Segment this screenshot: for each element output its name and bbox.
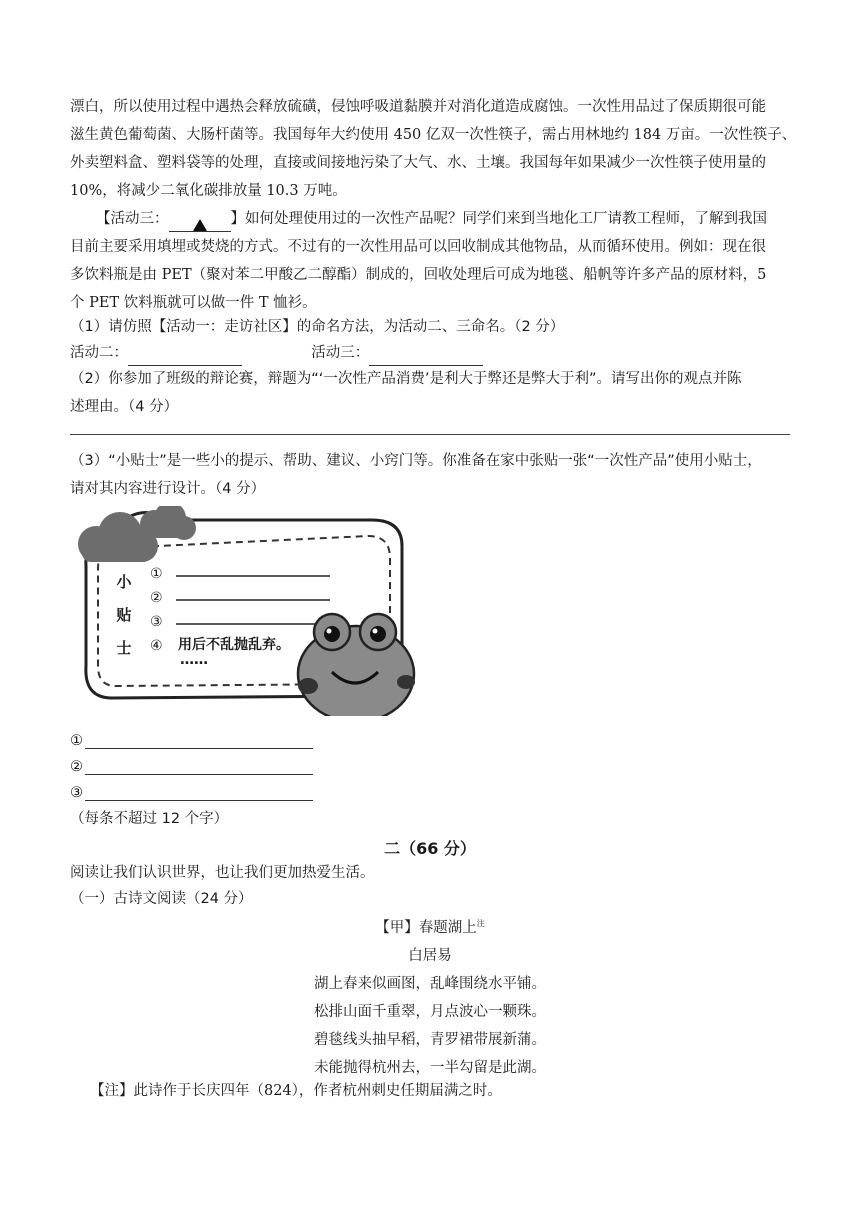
poem-title-text: 【甲】春题湖上: [375, 920, 477, 936]
poem-footnote: 【注】此诗作于长庆四年（824），作者杭州刺史任期届满之时。: [90, 1083, 502, 1099]
tips-number: ④: [150, 638, 163, 654]
limit-note: （每条不超过 12 个字）: [70, 811, 229, 827]
para1-line-1: 漂白，所以使用过程中遇热会释放硫磺，侵蚀呼吸道黏膜并对消化道造成腐蚀。一次性用品过了保质期很可能: [70, 99, 766, 115]
triangle-icon: [193, 219, 207, 231]
subsection-1-title: （一）古诗文阅读（24 分）: [70, 891, 253, 907]
activity3-line-2: 目前主要采用填埋或焚烧的方式。不过有的一次性用品可以回收制成其他物品，从而循环使用。例如：现在很: [70, 239, 766, 255]
tips-card-numbers: [150, 562, 163, 658]
answer-line-2[interactable]: [70, 758, 313, 780]
question-2-line-1: （2）你参加了班级的辩论赛，辩题为“‘一次性产品消费’是利大于弊还是弊大于利”。请写出你的观点并陈: [70, 371, 742, 387]
question-2-line-2: 述理由。（4 分）: [70, 399, 179, 415]
tips-title-char: 小: [116, 573, 132, 591]
tips-number: ①: [150, 566, 163, 582]
section-2-title: 二（66 分）: [384, 839, 476, 858]
poem-line-2: 松排山面千重翠，月点波心一颗珠。: [314, 1004, 546, 1020]
poem-author: 白居易: [408, 948, 452, 964]
poem-title: [0, 916, 860, 937]
activity2-answer-blank[interactable]: [128, 347, 242, 366]
question-3-line-2: 请对其内容进行设计。（4 分）: [70, 481, 266, 497]
question-1: （1）请仿照【活动一：走访社区】的命名方法，为活动二、三命名。（2 分）: [70, 319, 565, 335]
tips-number: ③: [150, 614, 163, 630]
answer-line-1[interactable]: [70, 732, 313, 754]
para1-line-2: 滋生黄色葡萄菌、大肠杆菌等。我国每年大约使用 450 亿双一次性筷子，需占用林地约 184 万亩。一次性筷子、: [70, 127, 797, 143]
section-2-intro: 阅读让我们认识世界，也让我们更加热爱生活。: [70, 865, 375, 881]
activity2-label: 活动二：: [70, 345, 128, 361]
answer-mark: ①: [70, 733, 83, 749]
tips-title-char: 贴: [116, 606, 132, 624]
activity3-line-4: 个 PET 饮料瓶就可以做一件 T 恤衫。: [70, 295, 317, 311]
question-2-answer-line[interactable]: [70, 434, 790, 435]
answer-mark: ③: [70, 785, 83, 801]
activity3-prefix: 【活动三：: [96, 211, 169, 227]
activity3-title-blank[interactable]: [169, 213, 231, 232]
tips-number: ②: [150, 590, 163, 606]
tips-ellipsis: ……: [180, 652, 208, 668]
question-1-answers: [70, 340, 483, 366]
activity3-label: 活动三：: [311, 345, 370, 361]
question-3-line-1: （3）“小贴士”是一些小的提示、帮助、建议、小窍门等。你准备在家中张贴一张“一次性产品”使用小贴士，: [70, 453, 762, 469]
para1-line-4: 10%，将减少二氧化碳排放量 10.3 万吨。: [70, 183, 347, 199]
tips-item-4: 用后不乱抛乱弃。: [178, 637, 290, 653]
activity3-first-line: [96, 206, 767, 232]
tips-title-char: 士: [116, 639, 132, 657]
activity3-line-3: 多饮料瓶是由 PET（聚对苯二甲酸乙二醇酯）制成的，回收处理后可成为地毯、船帆等许多产品的原材料，5: [70, 267, 767, 283]
poem-line-3: 碧毯线头抽早稻，青罗裙带展新蒲。: [314, 1032, 546, 1048]
answer-mark: ②: [70, 759, 83, 775]
poem-line-4: 未能抛得杭州去，一半勾留是此湖。: [314, 1060, 546, 1076]
poem-note-mark: 注: [476, 919, 485, 929]
activity3-answer-blank[interactable]: [369, 347, 483, 366]
activity3-suffix: 】如何处理使用过的一次性产品呢？同学们来到当地化工厂请教工程师，了解到我国: [230, 211, 767, 227]
answer-line-3[interactable]: [70, 784, 313, 806]
tips-card-title: [112, 566, 136, 665]
poem-line-1: 湖上春来似画图，乱峰围绕水平铺。: [314, 976, 546, 992]
para1-line-3: 外卖塑料盒、塑料袋等的处理，直接或间接地污染了大气、水、土壤。我国每年如果减少一次性筷子使用量的: [70, 155, 766, 171]
